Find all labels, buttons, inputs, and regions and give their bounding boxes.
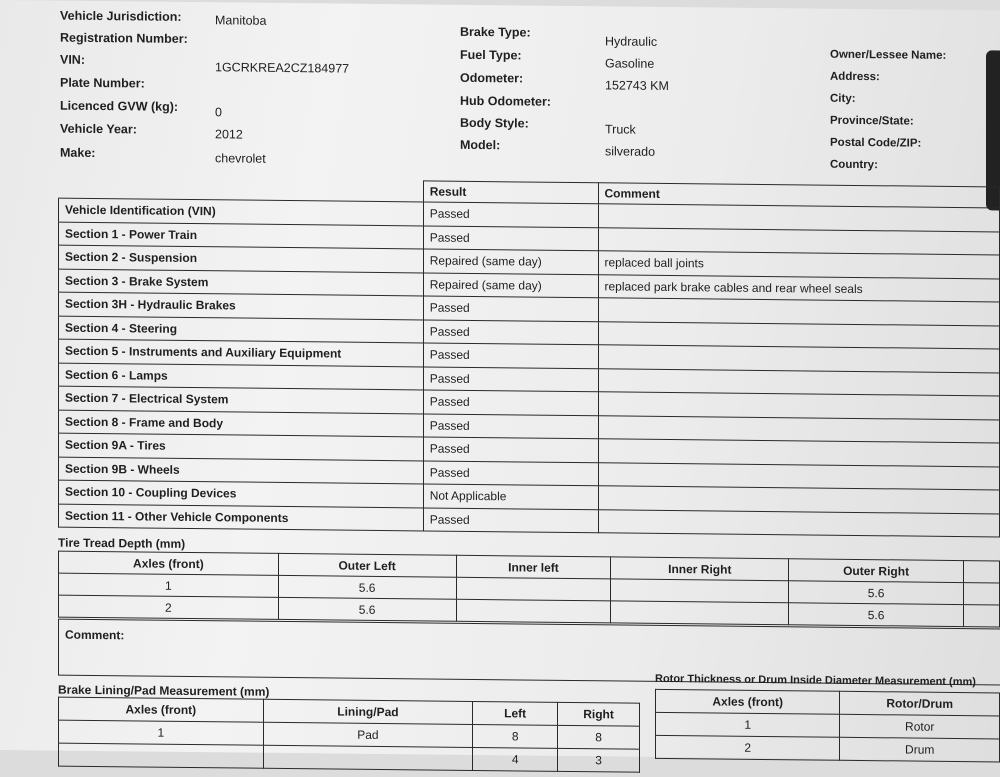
rotor-header-cell: Axles (front): [656, 689, 840, 714]
rotor-cell: Rotor: [840, 714, 1000, 739]
inspection-section-name: Vehicle Identification (VIN): [59, 198, 424, 225]
tread-cell: [611, 579, 789, 603]
jurisdiction-value: Manitoba: [215, 13, 267, 28]
tread-depth-title: Tire Tread Depth (mm): [58, 535, 186, 551]
brake_lining-cell: [263, 745, 473, 770]
inspection-result: Passed: [423, 437, 598, 462]
rotor-row: [656, 735, 1000, 762]
vin-label: VIN:: [60, 52, 85, 67]
tread-header-cell: Inner Right: [611, 557, 789, 581]
blank-header-cell: [964, 561, 1000, 583]
tread-cell: 2: [59, 595, 279, 619]
gvw-label: Licenced GVW (kg):: [60, 98, 179, 114]
vin-value: 1GCRKREA2CZ184977: [215, 60, 350, 76]
rotor-cell: Drum: [840, 737, 1000, 762]
tread-cell: [456, 577, 611, 601]
inspection-section-name: Section 3 - Brake System: [59, 269, 424, 296]
tread-body: [59, 573, 1000, 627]
comment-column-header: Comment: [598, 183, 1000, 208]
inspection-section-name: Section 1 - Power Train: [59, 222, 424, 249]
result-column-header: Result: [423, 181, 598, 204]
inspection-result: Repaired (same day): [423, 272, 598, 297]
model-label: Model:: [460, 137, 501, 153]
tread-depth-table: [58, 551, 1000, 628]
inspection-comment: [598, 509, 1000, 537]
inspection-result: Passed: [423, 366, 598, 391]
inspection-result: Passed: [423, 296, 598, 321]
fuel-type-value: Gasoline: [605, 56, 655, 71]
owner-province-label: Province/State:: [830, 114, 914, 128]
inspection-section-name: Section 4 - Steering: [59, 316, 424, 343]
tread-cell: 5.6: [278, 575, 456, 599]
brake_lining-cell: 3: [558, 748, 640, 772]
body-style-value: Truck: [605, 122, 636, 137]
inspection-result: Passed: [423, 507, 598, 532]
inspection-result: Not Applicable: [423, 484, 598, 509]
inspection-comment: replaced park brake cables and rear wheel seals: [598, 274, 1000, 302]
odometer-value: 152743 KM: [605, 78, 669, 94]
inspection-section-name: Section 3H - Hydraulic Brakes: [59, 292, 424, 319]
brake-lining-table: [58, 697, 640, 773]
tread-cell: 5.6: [278, 597, 456, 621]
tread-cell: 1: [59, 573, 279, 597]
tread-cell: [611, 601, 789, 625]
plate-label: Plate Number:: [60, 75, 145, 91]
brake-lining-body: [59, 720, 640, 772]
rotor-cell: 1: [656, 712, 840, 737]
fuel-type-label: Fuel Type:: [460, 47, 522, 63]
blank-cell: [964, 583, 1000, 605]
inspection-section-name: Section 5 - Instruments and Auxiliary Equipment: [59, 339, 424, 366]
tread-header-cell: Inner left: [456, 555, 611, 579]
rotor-cell: 2: [656, 735, 840, 760]
inspection-body: [59, 198, 1000, 537]
rotor-body: [656, 712, 1000, 762]
owner-name-label: Owner/Lessee Name:: [830, 48, 947, 62]
tread-cell: 5.6: [789, 581, 964, 605]
owner-postal-label: Postal Code/ZIP:: [830, 136, 922, 150]
inspection-comment: replaced ball joints: [598, 251, 1000, 279]
inspection-section-name: Section 6 - Lamps: [59, 363, 424, 390]
owner-city-label: City:: [830, 92, 856, 105]
brake_lining-cell: 4: [473, 747, 558, 771]
inspection-results-table: [58, 177, 1000, 538]
blank-cell: [964, 605, 1000, 627]
year-label: Vehicle Year:: [60, 121, 137, 137]
owner-address-label: Address:: [830, 70, 880, 84]
brake_lining-header-cell: Left: [473, 701, 558, 725]
inspection-result: Passed: [423, 319, 598, 344]
inspection-result: Passed: [423, 413, 598, 438]
tread-header-cell: Outer Left: [278, 553, 456, 577]
brake_lining-header-cell: Axles (front): [59, 697, 264, 722]
rotor-title: Rotor Thickness or Drum Inside Diameter Measurement (mm): [655, 672, 976, 689]
jurisdiction-label: Vehicle Jurisdiction:: [60, 8, 182, 24]
make-label: Make:: [60, 145, 96, 160]
inspection-section-name: Section 9B - Wheels: [59, 457, 424, 484]
inspection-result: Passed: [423, 343, 598, 368]
inspection-section-name: Section 8 - Frame and Body: [59, 410, 424, 437]
inspection-section-name: Section 7 - Electrical System: [59, 386, 424, 413]
tread-comment-label: Comment:: [65, 627, 125, 643]
gvw-value: 0: [215, 105, 222, 120]
brake-type-value: Hydraulic: [605, 34, 658, 49]
inspection-result: Passed: [423, 202, 598, 227]
brake_lining-cell: [59, 743, 264, 768]
rotor-table: [655, 689, 1000, 763]
body-style-label: Body Style:: [460, 115, 529, 131]
inspection-section-name: Section 11 - Other Vehicle Components: [59, 504, 424, 531]
rotor-header-cell: Rotor/Drum: [840, 691, 1000, 716]
brake_lining-row: [59, 743, 640, 772]
brake-type-label: Brake Type:: [460, 24, 531, 40]
inspection-section-name: Section 10 - Coupling Devices: [59, 480, 424, 507]
brake_lining-header-cell: Right: [558, 702, 640, 726]
odometer-label: Odometer:: [460, 70, 524, 86]
registration-label: Registration Number:: [60, 30, 188, 46]
year-value: 2012: [215, 127, 243, 142]
brake_lining-header-cell: Lining/Pad: [263, 699, 473, 724]
inspection-section-name: Section 9A - Tires: [59, 433, 424, 460]
brake_lining-cell: 8: [558, 725, 640, 749]
inspection-result: Repaired (same day): [423, 249, 598, 274]
hub-odometer-label: Hub Odometer:: [460, 93, 551, 109]
tread-cell: 5.6: [789, 603, 964, 627]
inspection-result: Passed: [423, 460, 598, 485]
brake-lining-title: Brake Lining/Pad Measurement (mm): [58, 682, 270, 699]
make-value: chevrolet: [215, 151, 266, 166]
inspection-section-name: Section 2 - Suspension: [59, 245, 424, 272]
brake_lining-cell: 1: [59, 720, 264, 745]
tread-header-cell: Axles (front): [59, 551, 279, 575]
brake_lining-cell: 8: [473, 724, 558, 748]
tread-header-cell: Outer Right: [789, 559, 964, 583]
brake_lining-cell: Pad: [263, 722, 473, 747]
owner-country-label: Country:: [830, 158, 878, 172]
tread-cell: [456, 599, 611, 623]
inspection-result: Passed: [423, 225, 598, 250]
inspection-result: Passed: [423, 390, 598, 415]
model-value: silverado: [605, 144, 656, 159]
